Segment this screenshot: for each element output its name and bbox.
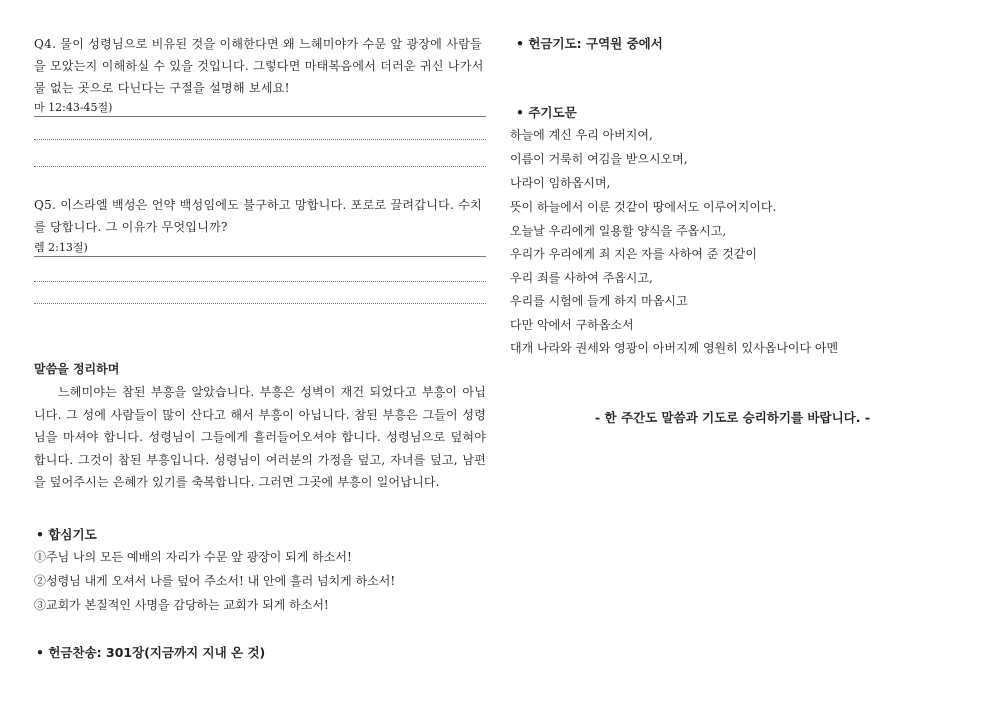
lords-prayer-line: 대개 나라와 권세와 영광이 아버지께 영원히 있사옵나이다 아멘	[510, 341, 839, 355]
lords-prayer-line: 다만 악에서 구하옵소서	[510, 318, 634, 332]
lords-prayer-line: 뜻이 하늘에서 이룬 것같이 땅에서도 이루어지이다.	[510, 200, 777, 214]
lords-prayer-heading: • 주기도문	[516, 105, 577, 120]
lords-prayer-line: 하늘에 계신 우리 아버지여,	[510, 128, 653, 142]
lords-prayer-line: 우리가 우리에게 죄 지은 자를 사하여 준 것같이	[510, 247, 757, 261]
question-5-reference: 렘 2:13절)	[34, 240, 486, 257]
answer-line	[34, 166, 486, 167]
lords-prayer-line: 우리 죄를 사하여 주옵시고,	[510, 271, 653, 285]
prayer-item-1: ①주님 나의 모든 예배의 자리가 수문 앞 광장이 되게 하소서!	[34, 550, 352, 564]
unison-prayer-heading: • 합심기도	[36, 527, 97, 542]
offering-prayer: • 헌금기도: 구역원 중에서	[516, 36, 663, 51]
summary-paragraph: 느헤미야는 참된 부흥을 알았습니다. 부흥은 성벽이 재건 되었다고 부흥이 아닙니다. 그 성에 사람들이 많이 산다고 해서 부흥이 아닙니다. 참된 부흥은 그들이 성령님을 마셔야 합니다. 성령님이 그들에게 흘러들어오셔야 합니다. 성령님으로 덮혀야 합니다. 그것이 참된 부흥입니다. 성령님이 여러분의 가정을 덮고, 자녀를 덮고, 남편을 덮어주시는 은혜가 있기를 축복합니다. 그러면 그곳에 부흥이 일어납니다.	[34, 385, 486, 489]
lords-prayer-line: 이름이 거룩히 여김을 받으시오며,	[510, 152, 688, 166]
closing-message: - 한 주간도 말씀과 기도로 승리하기를 바랍니다. -	[595, 410, 871, 425]
question-4-reference: 마 12:43-45절)	[34, 100, 486, 117]
summary-heading: 말씀을 정리하며	[34, 362, 120, 376]
answer-line	[34, 281, 486, 282]
question-5: Q5. 이스라엘 백성은 언약 백성임에도 불구하고 망합니다. 포로로 끌려갑니다. 수치를 당합니다. 그 이유가 무엇입니까?	[34, 198, 482, 234]
offering-hymn: • 헌금찬송: 301장(지금까지 지내 온 것)	[36, 645, 266, 660]
lords-prayer-line: 오늘날 우리에게 일용할 양식을 주옵시고,	[510, 224, 727, 238]
prayer-item-2: ②성령님 내게 오셔서 나를 덮어 주소서! 내 안에 흘러 넘치게 하소서!	[34, 574, 396, 588]
prayer-item-3: ③교회가 본질적인 사명을 감당하는 교회가 되게 하소서!	[34, 598, 329, 612]
lords-prayer-line: 나라이 임하옵시며,	[510, 176, 611, 190]
answer-line	[34, 303, 486, 304]
question-4: Q4. 물이 성령님으로 비유된 것을 이해한다면 왜 느헤미야가 수문 앞 광장에 사람들을 모았는지 이해하실 수 있을 것입니다. 그렇다면 마태복음에서 더러운 귀신 나가서 물 없는 곳으로 다닌다는 구절을 설명해 보세요!	[34, 37, 484, 95]
lords-prayer-line: 우리를 시험에 들게 하지 마옵시고	[510, 294, 688, 308]
answer-line	[34, 139, 486, 140]
